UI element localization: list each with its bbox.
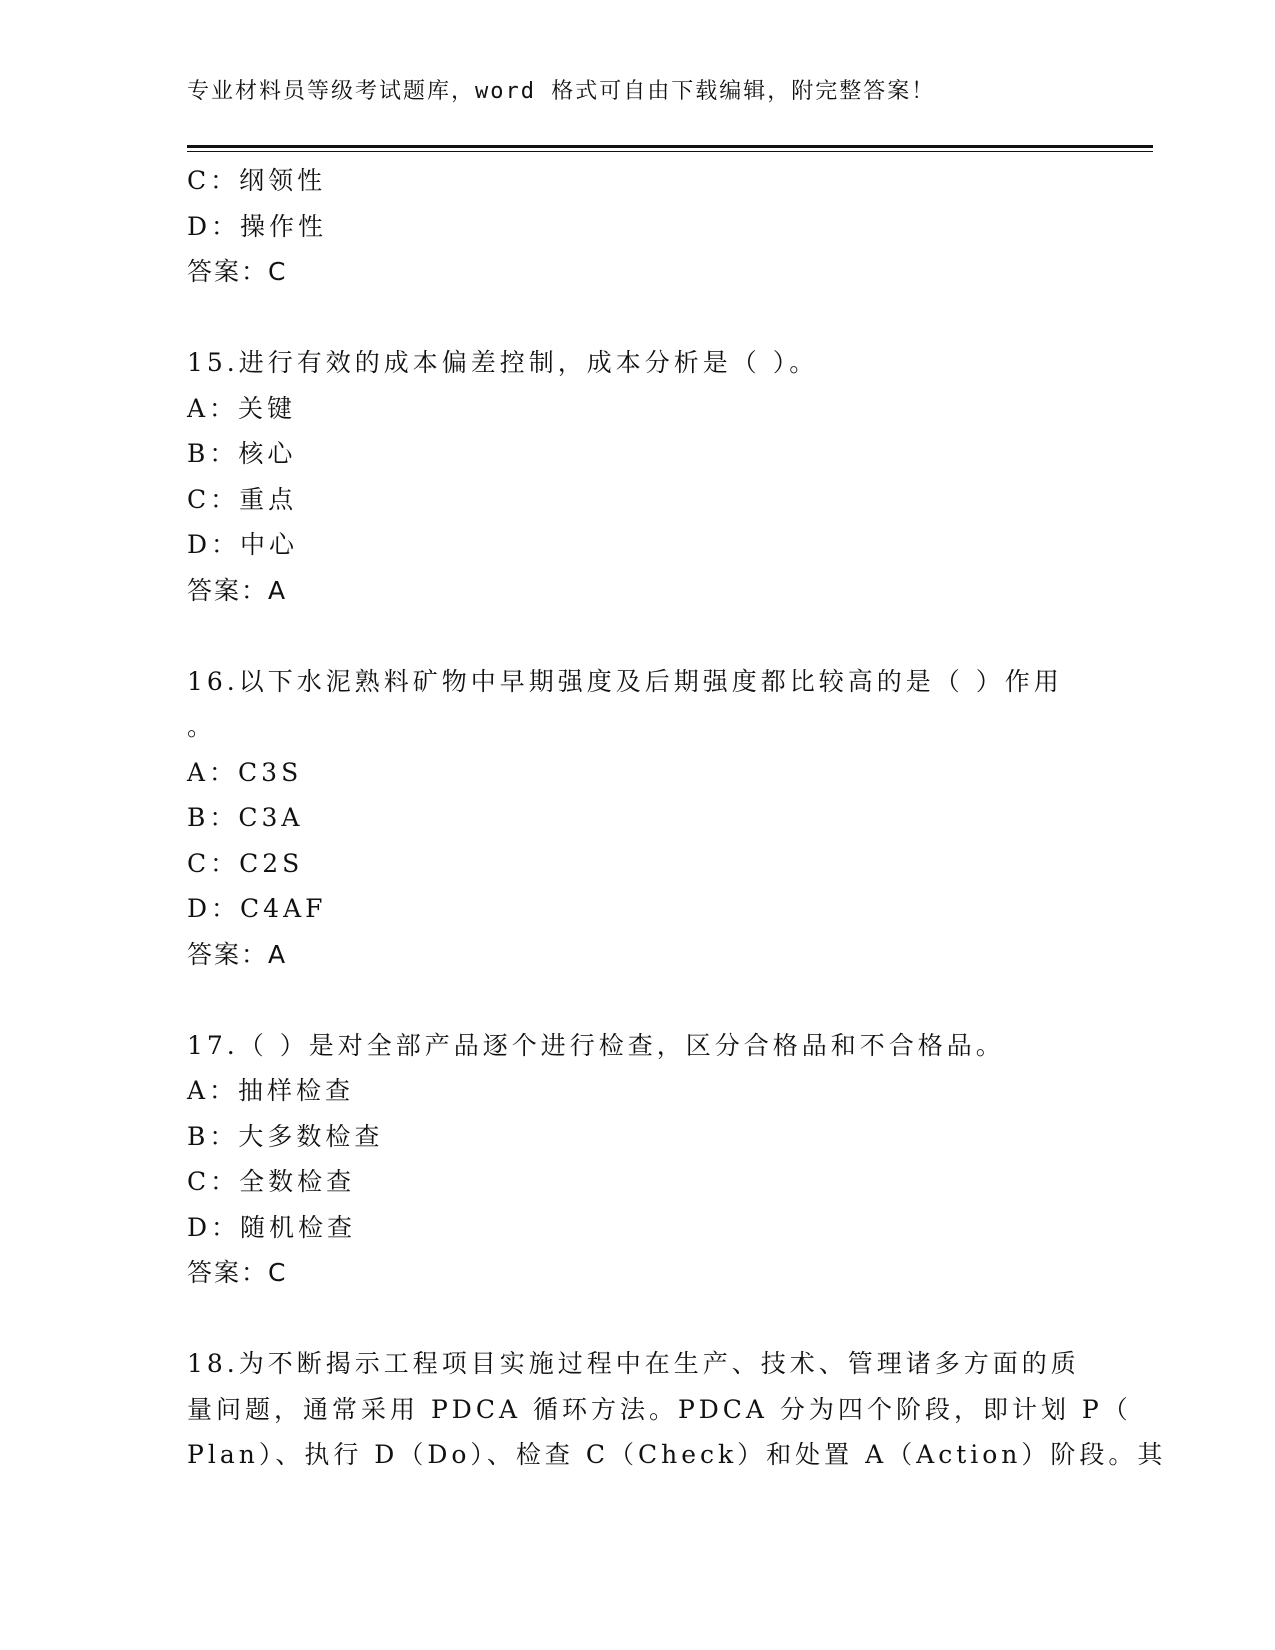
q15-option-a: A：关键	[187, 393, 297, 423]
document-body	[187, 158, 1167, 1478]
q16-option-d: D：C4AF	[187, 894, 327, 923]
page-header: 专业材料员等级考试题库，word 格式可自由下载编辑，附完整答案！	[187, 79, 936, 104]
question-16-text-cont: 。	[187, 712, 217, 741]
q16-option-a: A：C3S	[187, 757, 303, 787]
header-rule-thick	[187, 145, 1153, 148]
question-18-text: 18.为不断揭示工程项目实施过程中在生产、技术、管理诸多方面的质	[187, 1349, 1080, 1378]
q15-option-d: D：中心	[187, 530, 299, 559]
q17-answer: 答案：C	[187, 1258, 288, 1287]
question-15-text: 15.进行有效的成本偏差控制，成本分析是（ ）。	[187, 348, 819, 377]
q15-answer: 答案：A	[187, 575, 288, 605]
question-16-text: 16.以下水泥熟料矿物中早期强度及后期强度都比较高的是（ ）作用	[187, 666, 1063, 696]
q17-option-a: A：抽样检查	[187, 1076, 355, 1105]
q16-option-b: B：C3A	[187, 803, 304, 832]
q15-option-b: B：核心	[187, 439, 297, 468]
q15-option-c: C：重点	[187, 484, 298, 514]
q16-answer: 答案：A	[187, 939, 288, 969]
q17-option-d: D：随机检查	[187, 1212, 357, 1242]
question-17-text: 17.（ ）是对全部产品逐个进行检查，区分合格品和不合格品。	[187, 1030, 1005, 1060]
option-c: C：纲领性	[187, 166, 327, 195]
q17-option-b: B：大多数检查	[187, 1121, 384, 1151]
question-18-text-cont: 量问题，通常采用 PDCA 循环方法。PDCA 分为四个阶段，即计划 P（	[187, 1394, 1132, 1424]
option-d: D：操作性	[187, 211, 328, 241]
answer-line: 答案：C	[187, 257, 288, 286]
question-18-text-cont: Plan）、执行 D（Do）、检查 C（Check）和处置 A（Action）阶段。其	[187, 1440, 1167, 1469]
q16-option-c: C：C2S	[187, 848, 304, 878]
q17-option-c: C：全数检查	[187, 1167, 356, 1196]
header-rule-thin	[187, 151, 1153, 152]
